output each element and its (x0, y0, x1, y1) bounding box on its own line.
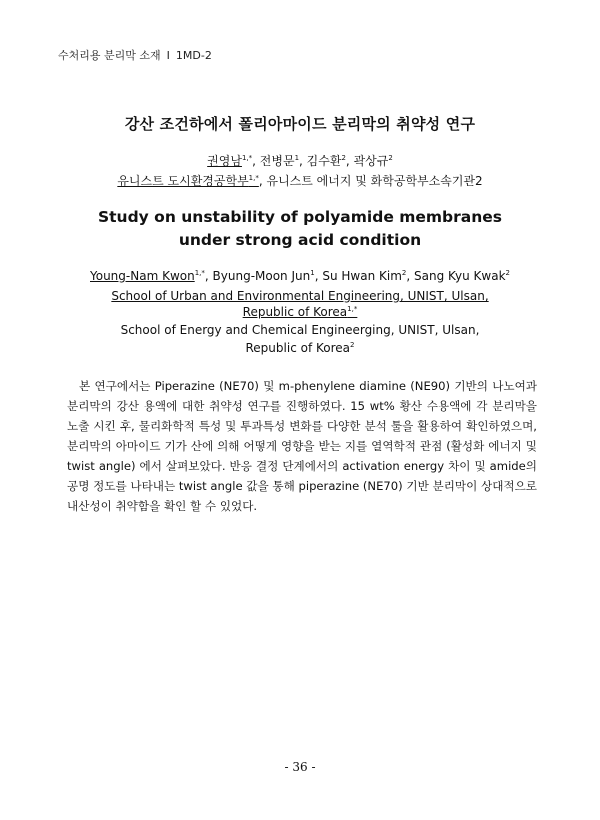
header-code: 1MD-2 (175, 49, 212, 62)
english-author-sup: 1 (310, 269, 315, 277)
header-separator: Ⅰ (166, 49, 170, 62)
english-title-line-2: under strong acid condition (178, 231, 422, 249)
english-author-name: Su Hwan Kim (322, 269, 402, 283)
english-authors: Young-Nam Kwon$^{1,*}$, Byung-Moon Jun$^1$, Su Hwan Kim$^2$, Sang Kyu Kwak$^2$ (90, 269, 510, 283)
english-author-sup: 2 (401, 269, 407, 277)
korean-author-name: 곽상규 (353, 154, 389, 168)
korean-author-sup: 2 (388, 154, 393, 162)
english-title-line-1: Study on unstability of polyamide membranes (97, 208, 503, 226)
korean-author-name: 김수환 (306, 154, 342, 168)
korean-author-sup: 2 (341, 154, 346, 162)
english-affiliation-2-line-2: Republic of Korea$^2$ (245, 341, 355, 355)
korean-author-sup: 1 (294, 154, 300, 162)
header-series: 수처리용 분리막 소재 (58, 49, 161, 62)
english-affiliation-2-line-1: School of Energy and Chemical Engineerging, UNIST, Ulsan, (120, 323, 480, 337)
korean-author-sup: 1,* (241, 154, 253, 162)
page-number: - 36 - (284, 760, 316, 774)
abstract-paragraph: 본 연구에서는 Piperazine (NE70) 및 m-phenylene diamine (NE90) 기반의 나노여과 분리막의 강산 용액에 대한 취약성 연구를 진행하였다. 15 wt% 황산 수용액에 각 분리막을 노출 시킨 후, 물리화학적 특성 및 투과특성 변화를 다양한 분석 툴을 활용하여 확인하였으며, 분리막의 아마이드 기가 산에 의해 어떻게 영향을 받는 지를 열역학적 관점 (활성화 에너지 및 twist angle) 에서 살펴보았다. 반응 결정 단계에서의 activation energy 차이 및 amide의 공명 정도를 나타내는 twist angle 값을 통해 piperazine (NE70) 기반 분리막이 상대적으로 내산성이 취약함을 확인 할 수 있었다. (67, 379, 537, 513)
english-author-name: Byung-Moon Jun (212, 269, 311, 283)
korean-affiliation-1: 유니스트 도시환경공학부$^{1,*}$ (117, 174, 259, 188)
english-title (0, 206, 600, 252)
english-author-name: Young-Nam Kwon (90, 269, 195, 283)
korean-affiliation-2: 유니스트 에너지 및 화학공학부소속기관2 (266, 174, 483, 188)
english-affiliation-1-line-1: School of Urban and Environmental Engineering, UNIST, Ulsan, (111, 289, 489, 303)
korean-author-name: 전병문 (259, 154, 295, 168)
korean-affiliations: 유니스트 도시환경공학부$^{1,*}$, 유니스트 에너지 및 화학공학부소속기관2 (117, 174, 483, 188)
english-author-sup: 1,* (194, 269, 205, 277)
english-affiliation-1-line-2: Republic of Korea$^{1,*}$ (242, 305, 358, 319)
running-header (58, 47, 212, 63)
korean-author-name: 권영남 (207, 154, 242, 168)
english-author-sup: 2 (505, 269, 510, 277)
korean-title: 강산 조건하에서 폴리아마이드 분리막의 취약성 연구 (124, 115, 476, 133)
korean-authors: 권영남$^{1,*}$, 전병문$^1$, 김수환$^2$, 곽상규$^2$ (207, 154, 393, 168)
english-author-name: Sang Kyu Kwak (414, 269, 506, 283)
